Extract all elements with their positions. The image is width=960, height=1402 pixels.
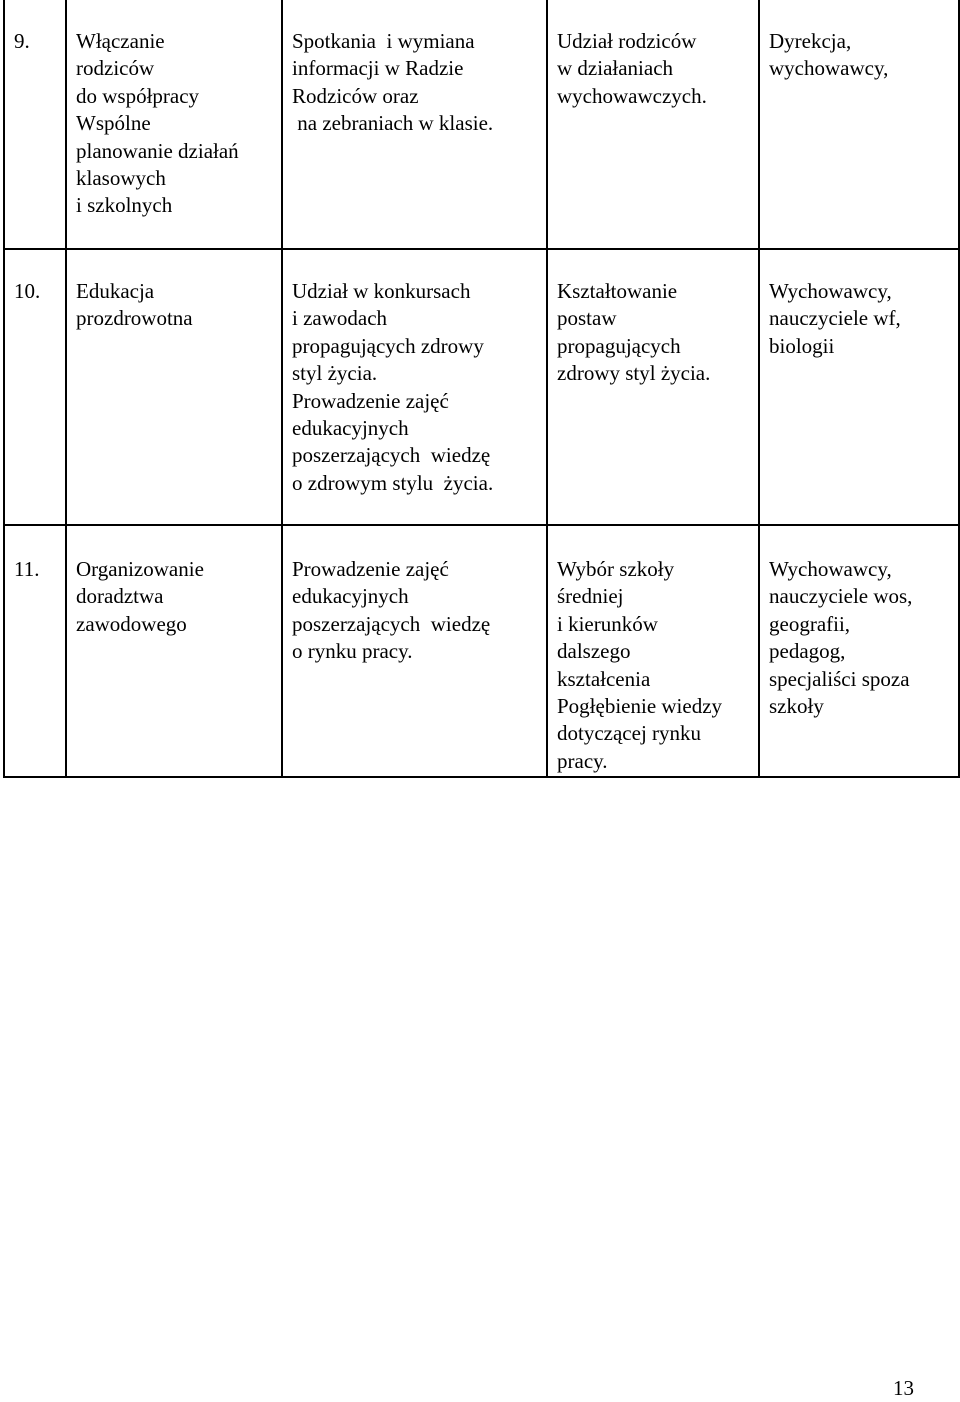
- row-number: 10.: [14, 279, 41, 303]
- area-line: Wspólne: [76, 111, 151, 136]
- effects-line: wychowawczych.: [557, 83, 707, 108]
- responsible-cell: [759, 525, 959, 777]
- area-line: i szkolnych: [76, 193, 173, 218]
- effects-cell: [547, 249, 759, 525]
- effects-line: pracy.: [557, 748, 608, 773]
- row-number-cell: [4, 249, 66, 525]
- effects-line: Kształtowanie: [557, 279, 678, 303]
- effects-line: Pogłębienie wiedzy: [557, 694, 723, 719]
- area-line: rodziców: [76, 56, 155, 81]
- area-line: doradztwa: [76, 584, 164, 609]
- activity-plan-table: [3, 0, 960, 778]
- area-cell: [66, 0, 282, 249]
- row-number: 11.: [14, 557, 40, 581]
- effects-line: zdrowy styl życia.: [557, 361, 711, 386]
- tasks-line: Spotkania i wymiana: [292, 29, 475, 53]
- area-line: Włączanie: [76, 29, 165, 53]
- tasks-line: i zawodach: [292, 306, 388, 331]
- tasks-line: na zebraniach w klasie.: [292, 111, 494, 136]
- responsible-cell: [759, 249, 959, 525]
- responsible-line: biologii: [769, 333, 835, 358]
- table-row: [4, 249, 959, 525]
- effects-cell: [547, 0, 759, 249]
- responsible-line: nauczyciele wf,: [769, 306, 901, 331]
- table-row: [4, 525, 959, 777]
- effects-cell: [547, 525, 759, 777]
- row-number-cell: [4, 0, 66, 249]
- tasks-line: poszerzających wiedzę: [292, 611, 491, 636]
- tasks-line: o rynku pracy.: [292, 639, 413, 664]
- responsible-cell: [759, 0, 959, 249]
- tasks-line: Rodziców oraz: [292, 83, 419, 108]
- table-row: [4, 0, 959, 249]
- row-number: 9.: [14, 29, 30, 53]
- responsible-line: nauczyciele wos,: [769, 584, 913, 609]
- tasks-line: edukacyjnych: [292, 584, 409, 609]
- area-line: prozdrowotna: [76, 306, 193, 331]
- effects-line: dotyczącej rynku: [557, 721, 702, 746]
- area-line: do współpracy: [76, 83, 200, 108]
- responsible-line: Dyrekcja,: [769, 29, 852, 53]
- tasks-cell: [282, 0, 547, 249]
- effects-line: Udział rodziców: [557, 29, 697, 53]
- responsible-line: wychowawcy,: [769, 56, 889, 81]
- tasks-line: Prowadzenie zajęć: [292, 388, 449, 413]
- effects-line: średniej: [557, 584, 624, 609]
- area-line: Organizowanie: [76, 557, 204, 581]
- effects-line: dalszego: [557, 639, 631, 664]
- responsible-line: Wychowawcy,: [769, 279, 892, 303]
- area-cell: [66, 249, 282, 525]
- effects-line: kształcenia: [557, 666, 651, 691]
- responsible-line: Wychowawcy,: [769, 557, 892, 581]
- row-number-cell: [4, 525, 66, 777]
- area-line: klasowych: [76, 166, 166, 191]
- area-cell: [66, 525, 282, 777]
- tasks-line: propagujących zdrowy: [292, 333, 484, 358]
- tasks-line: o zdrowym stylu życia.: [292, 470, 494, 495]
- page-number: 13: [893, 1376, 914, 1400]
- tasks-line: edukacyjnych: [292, 416, 409, 441]
- effects-line: w działaniach: [557, 56, 674, 81]
- responsible-line: specjaliści spoza: [769, 666, 910, 691]
- effects-line: Wybór szkoły: [557, 557, 675, 581]
- responsible-line: geografii,: [769, 611, 851, 636]
- tasks-cell: [282, 525, 547, 777]
- effects-line: propagujących: [557, 333, 681, 358]
- area-line: planowanie działań: [76, 138, 239, 163]
- tasks-line: informacji w Radzie: [292, 56, 464, 81]
- tasks-line: styl życia.: [292, 361, 378, 386]
- tasks-cell: [282, 249, 547, 525]
- responsible-line: pedagog,: [769, 639, 846, 664]
- tasks-line: poszerzających wiedzę: [292, 443, 491, 468]
- area-line: zawodowego: [76, 611, 187, 636]
- effects-line: postaw: [557, 306, 617, 331]
- responsible-line: szkoły: [769, 694, 824, 719]
- area-line: Edukacja: [76, 279, 155, 303]
- effects-line: i kierunków: [557, 611, 658, 636]
- tasks-line: Udział w konkursach: [292, 279, 471, 303]
- tasks-line: Prowadzenie zajęć: [292, 557, 449, 581]
